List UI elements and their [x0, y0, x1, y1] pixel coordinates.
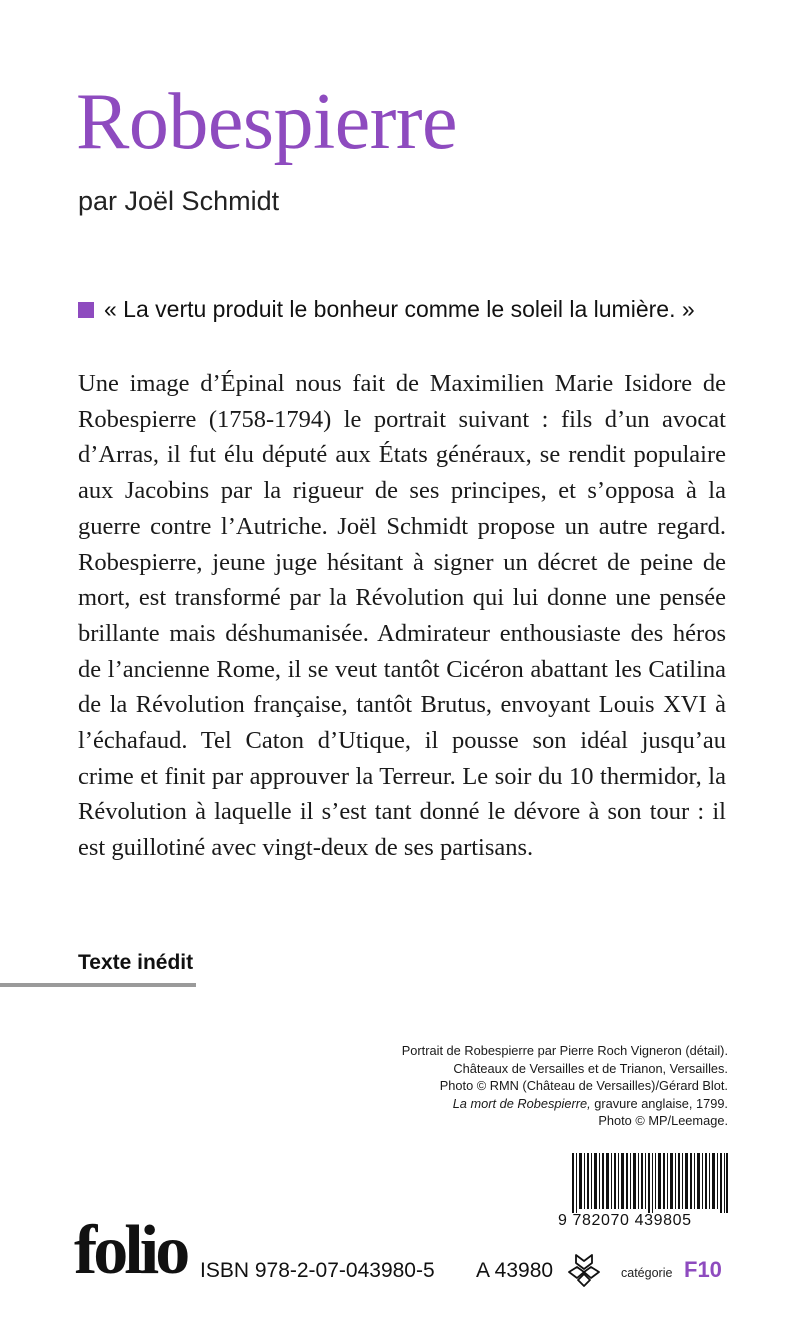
credit-line	[308, 1095, 728, 1113]
book-author: par Joël Schmidt	[78, 186, 280, 216]
quote-square-icon	[78, 302, 94, 318]
back-cover-blurb: Une image d’Épinal nous fait de Maximilien Marie Isidore de Robespierre (1758-1794) le portrait suivant : fils d’un avocat d’Arras, il fut élu député aux États généraux, se rendit populaire aux Jacobins par la rigueur de ses principes, et s’opposa à la guerre contre l’Autriche. Joël Schmidt propose un autre regard. Robespierre, jeune juge hésitant à signer un décret de peine de mort, est transformé par la Révolution qui lui donne une pensée brillante mais déshumanisée. Admirateur enthousiaste des héros de l’ancienne Rome, il se veut tantôt Cicéron abattant les Catilina de la Révolution française, tantôt Brutus, envoyant Louis XVI à l’échafaud. Tel Caton d’Utique, il pousse son idéal jusqu’au crime et finit par approuver la Terreur. Le soir du 10 thermidor, la Révolution à laquelle il s’est tant donné le dévore à son tour : il est guillotiné avec vingt-deux de ses partisans.	[78, 370, 726, 862]
credit-line: Photo © MP/Leemage.	[598, 1113, 728, 1129]
credit-line-rest: gravure anglaise, 1799.	[590, 1095, 728, 1111]
isbn: ISBN 978-2-07-043980-5	[200, 1259, 435, 1282]
pull-quote-text: « La vertu produit le bonheur comme le soleil la lumière. »	[104, 296, 695, 322]
credit-line: Photo © RMN (Château de Versailles)/Gérard Blot.	[439, 1078, 728, 1094]
catalog-code: A 43980	[476, 1259, 554, 1282]
divider-rule	[0, 983, 196, 987]
credit-line: Portrait de Robespierre par Pierre Roch Vigneron (détail).	[401, 1043, 728, 1058]
folio-emblem-icon	[566, 1252, 602, 1288]
barcode	[572, 1153, 728, 1213]
book-title: Robespierre	[76, 78, 458, 166]
pull-quote	[78, 296, 695, 323]
credit-italic-title: La mort de Robespierre,	[452, 1095, 591, 1111]
category-label: catégorie	[621, 1266, 673, 1280]
photo-credits	[308, 1042, 728, 1130]
category-code: F10	[684, 1257, 722, 1282]
credit-line: Châteaux de Versailles et de Trianon, Versailles.	[453, 1060, 728, 1076]
barcode-number: 9 782070 439805	[558, 1212, 692, 1229]
texte-inedit-label: Texte inédit	[78, 951, 194, 974]
publisher-logo: folio	[74, 1212, 187, 1289]
